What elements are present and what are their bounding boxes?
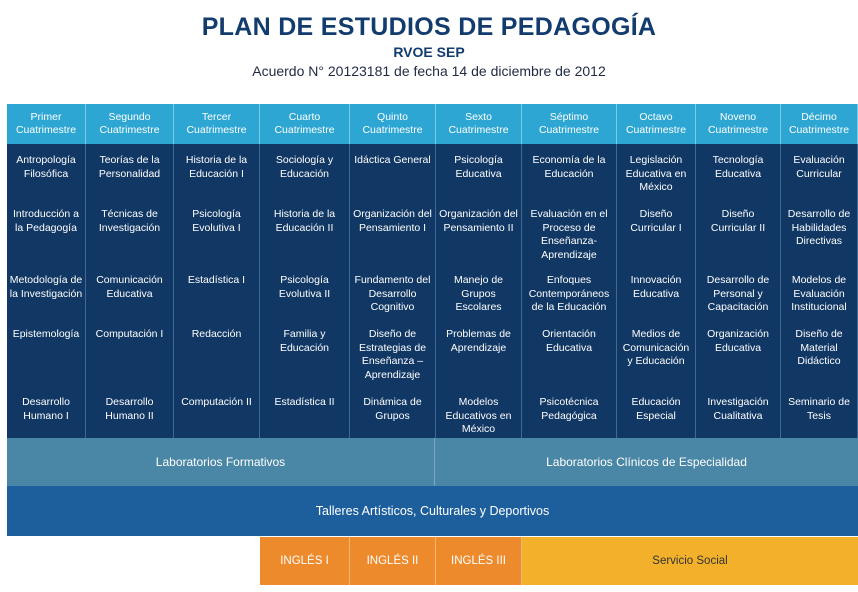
course-name: Medios de Comunicación y Educación bbox=[622, 328, 690, 367]
semester-courses bbox=[696, 144, 781, 438]
semester-label: Cuatrimestre bbox=[274, 124, 335, 136]
semester-label: Cuatrimestre bbox=[707, 124, 769, 136]
course-name: Familia y Educación bbox=[279, 328, 330, 354]
semester-courses bbox=[174, 144, 260, 438]
semester-label: Cuatrimestre bbox=[15, 124, 77, 136]
semester-header bbox=[86, 104, 174, 144]
course-name: Comunicación Educativa bbox=[96, 274, 163, 300]
semester-header bbox=[350, 104, 436, 144]
semester-courses bbox=[350, 144, 436, 438]
semester-courses bbox=[7, 144, 86, 438]
semester-label: Cuatrimestre bbox=[362, 124, 423, 136]
semester-courses bbox=[522, 144, 617, 438]
semester-courses bbox=[781, 144, 858, 438]
semester-courses bbox=[436, 144, 522, 438]
semester-ordinal: Cuarto bbox=[288, 111, 321, 123]
course-name: Psicología Evolutiva II bbox=[278, 274, 331, 300]
course-name: Tecnología Educativa bbox=[712, 154, 764, 180]
lab-clinicos-band: Laboratorios Clínicos de Especialidad bbox=[435, 438, 858, 486]
course-name: Evaluación Curricular bbox=[793, 154, 845, 180]
ingles-2-band: INGLÉS II bbox=[350, 537, 436, 585]
course-name: Legislación Educativa en México bbox=[625, 154, 687, 193]
course-name: Desarrollo Humano II bbox=[105, 396, 154, 422]
course-name: Organización del Pensamiento II bbox=[439, 208, 518, 234]
course-name: Idáctica General bbox=[354, 154, 431, 166]
course-name: Estadística II bbox=[274, 396, 335, 408]
course-name: Desarrollo de Habilidades Directivas bbox=[787, 208, 851, 247]
course-name: Psicología Educativa bbox=[454, 154, 503, 180]
course-name: Metodología de la Investigación bbox=[9, 274, 83, 300]
course-name: Seminario de Tesis bbox=[788, 396, 850, 422]
semester-ordinal: Tercer bbox=[201, 111, 232, 123]
course-name: Desarrollo de Personal y Capacitación bbox=[706, 274, 770, 313]
semester-ordinal: Séptimo bbox=[549, 111, 589, 123]
course-name: Diseño Curricular II bbox=[710, 208, 766, 234]
course-name: Diseño de Material Didáctico bbox=[795, 328, 843, 367]
semester-label: Cuatrimestre bbox=[186, 124, 247, 136]
course-name: Técnicas de Investigación bbox=[98, 208, 161, 234]
course-name: Evaluación en el Proceso de Enseñanza-Aprendizaje bbox=[530, 208, 608, 261]
course-name: Historia de la Educación II bbox=[273, 208, 336, 234]
course-name: Diseño de Estrategias de Enseñanza – Aprendizaje bbox=[358, 328, 427, 381]
semester-ordinal: Primer bbox=[30, 111, 62, 123]
semester-header bbox=[260, 104, 350, 144]
semester-label: Cuatrimestre bbox=[99, 124, 160, 136]
course-name: Historia de la Educación I bbox=[185, 154, 248, 180]
semester-ordinal: Noveno bbox=[719, 111, 757, 123]
ingles-3-band: INGLÉS III bbox=[436, 537, 522, 585]
semester-label: Cuatrimestre bbox=[538, 124, 600, 136]
semester-label: Cuatrimestre bbox=[448, 124, 509, 136]
semester-ordinal: Décimo bbox=[801, 111, 837, 123]
course-name: Epistemología bbox=[12, 328, 80, 340]
semester-header bbox=[522, 104, 617, 144]
course-name: Desarrollo Humano I bbox=[22, 396, 70, 422]
course-name: Modelos Educativos en México bbox=[445, 396, 512, 435]
semester-ordinal: Octavo bbox=[639, 111, 673, 123]
course-name: Diseño Curricular I bbox=[630, 208, 682, 234]
page-subtitle: RVOE SEP bbox=[393, 44, 465, 60]
course-name: Orientación Educativa bbox=[542, 328, 596, 354]
semester-header bbox=[7, 104, 86, 144]
page-title: PLAN DE ESTUDIOS DE PEDAGOGÍA bbox=[201, 13, 657, 41]
course-name: Problemas de Aprendizaje bbox=[446, 328, 511, 354]
semester-courses bbox=[86, 144, 174, 438]
course-name: Investigación Cualitativa bbox=[707, 396, 769, 422]
course-name: Modelos de Evaluación Institucional bbox=[791, 274, 847, 313]
course-name: Dinámica de Grupos bbox=[363, 396, 422, 422]
course-name: Sociología y Educación bbox=[275, 154, 334, 180]
talleres-band: Talleres Artísticos, Culturales y Deportivos bbox=[7, 486, 858, 536]
course-name: Teorías de la Personalidad bbox=[98, 154, 161, 180]
course-name: Estadística I bbox=[187, 274, 246, 286]
course-name: Antropología Filosófica bbox=[16, 154, 76, 180]
course-name: Manejo de Grupos Escolares bbox=[453, 274, 504, 313]
semester-ordinal: Segundo bbox=[108, 111, 151, 123]
course-name: Redacción bbox=[191, 328, 242, 340]
semester-label: Cuatrimestre bbox=[625, 124, 687, 136]
semester-ordinal: Sexto bbox=[465, 111, 492, 123]
course-name: Educación Especial bbox=[631, 396, 681, 422]
semester-header bbox=[617, 104, 696, 144]
course-name: Organización del Pensamiento I bbox=[353, 208, 432, 234]
ingles-1-band: INGLÉS I bbox=[260, 537, 350, 585]
course-name: Introducción a la Pedagogía bbox=[13, 208, 79, 234]
semester-header bbox=[174, 104, 260, 144]
semester-header bbox=[436, 104, 522, 144]
semester-ordinal: Quinto bbox=[377, 111, 408, 123]
course-name: Psicología Evolutiva I bbox=[192, 208, 241, 234]
course-name: Psicotécnica Pedagógica bbox=[539, 396, 599, 422]
lab-formativos-band: Laboratorios Formativos bbox=[7, 438, 435, 486]
course-name: Enfoques Contemporáneos de la Educación bbox=[528, 274, 610, 313]
course-name: Fundamento del Desarrollo Cognitivo bbox=[354, 274, 431, 313]
course-name: Economía de la Educación bbox=[532, 154, 606, 180]
semester-courses bbox=[260, 144, 350, 438]
servicio-social-band: Servicio Social bbox=[522, 537, 858, 585]
course-name: Organización Educativa bbox=[707, 328, 769, 354]
course-name: Computación I bbox=[95, 328, 164, 340]
semester-header bbox=[696, 104, 781, 144]
semester-courses bbox=[617, 144, 696, 438]
semester-header bbox=[781, 104, 858, 144]
course-name: Computación II bbox=[181, 396, 252, 408]
course-name: Innovación Educativa bbox=[630, 274, 682, 300]
agreement-text: Acuerdo N° 20123181 de fecha 14 de diciembre de 2012 bbox=[252, 63, 606, 79]
semester-label: Cuatrimestre bbox=[788, 124, 850, 136]
